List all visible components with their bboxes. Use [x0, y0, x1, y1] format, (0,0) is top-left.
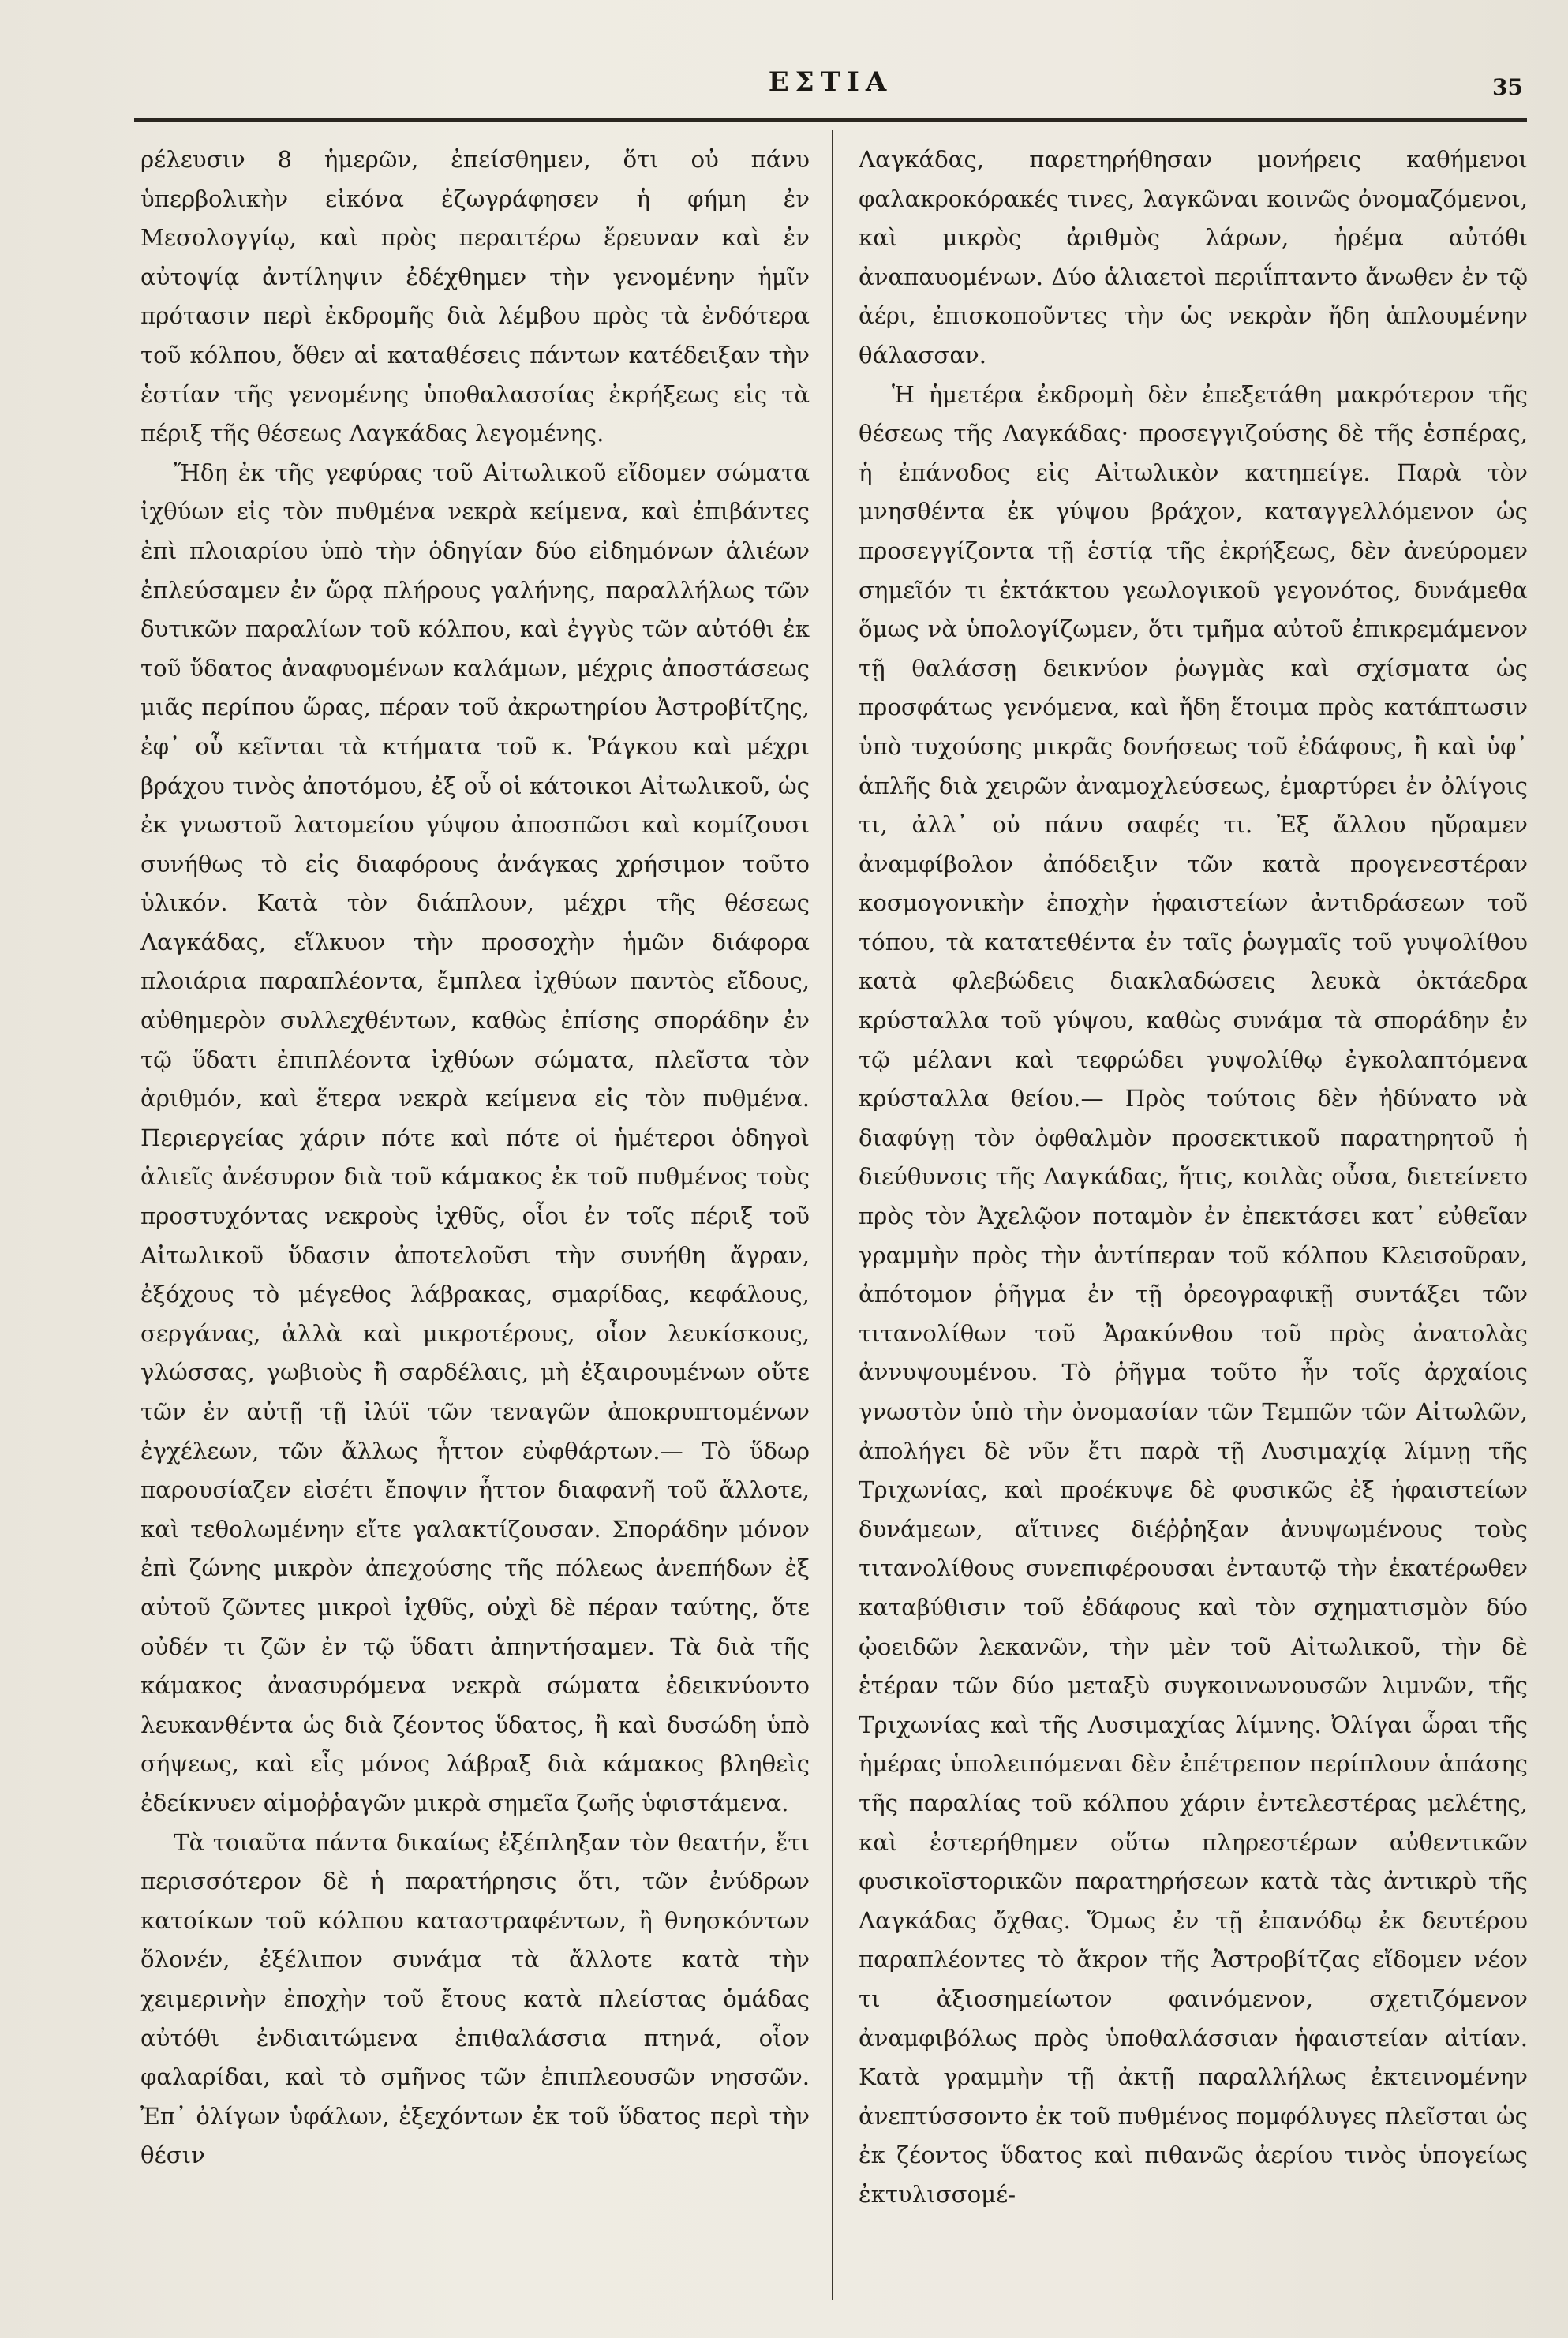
left-column [140, 140, 810, 2302]
header-rule [134, 118, 1527, 122]
paragraph: Τὰ τοιαῦτα πάντα δικαίως ἐξέπληξαν τὸν θεατήν, ἔτι περισσότερον δὲ ἡ παρατήρησις ὅτι, τῶν ἐνύδρων κατοίκων τοῦ κόλπου καταστραφέντων, ἢ θνησκόντων ὅλονέν, ἐξέλιπον συνάμα τὰ ἄλλοτε κατὰ τὴν χειμερινὴν ἐποχὴν τοῦ ἔτους κατὰ πλείστας ὁμάδας αὐτόθι ἐνδιαιτώμενα ἐπιθαλάσσια πτηνά, οἷον φαλαρίδαι, καὶ τὸ σμῆνος τῶν ἐπιπλεουσῶν νησσῶν. Ἐπ᾽ ὀλίγων ὑφάλων, ἐξεχόντων ἐκ τοῦ ὕδατος περὶ τὴν θέσιν [140, 1828, 810, 2169]
paragraph: ρέλευσιν 8 ἡμερῶν, ἐπείσθημεν, ὅτι οὐ πάνυ ὑπερβολικὴν εἰκόνα ἐζωγράφησεν ἡ φήμη ἐν Μεσολογγίῳ, καὶ πρὸς περαιτέρω ἔρευναν καὶ ἐν αὐτοψίᾳ ἀντίληψιν ἐδέχθημεν τὴν γενομένην ἡμῖν πρότασιν περὶ ἐκδρομῆς διὰ λέμβου πρὸς τὰ ἐνδότερα τοῦ κόλπου, ὅθεν αἱ καταθέσεις πάντων κατέδειξαν τὴν ἑστίαν τῆς γενομένης ὑποθαλασσίας ἐκρήξεως εἰς τὰ πέριξ τῆς θέσεως Λαγκάδας λεγομένης. [140, 146, 810, 447]
paragraph: Ἡ ἡμετέρα ἐκδρομὴ δὲν ἐπεξετάθη μακρότερον τῆς θέσεως τῆς Λαγκάδας· προσεγγιζούσης δὲ τῆς ἑσπέρας, ἡ ἐπάνοδος εἰς Αἰτωλικὸν κατηπείγε. Παρὰ τὸν μνησθέντα ἐκ γύψου βράχον, καταγγελλόμενον ὡς προσεγγίζοντα τῇ ἑστίᾳ τῆς ἐκρήξεως, δὲν ἀνεύρομεν σημεῖόν τι ἐκτάκτου γεωλογικοῦ γεγονότος, δυνάμεθα ὅμως νὰ ὑπολογίζωμεν, ὅτι τμῆμα αὐτοῦ ἐπικρεμάμενον τῇ θαλάσσῃ δεικνύον ῥωγμὰς καὶ σχίσματα ὡς προσφάτως γενόμενα, καὶ ἤδη ἕτοιμα πρὸς κατάπτωσιν ὑπὸ τυχούσης μικρᾶς δονήσεως τοῦ ἐδάφους, ἢ καὶ ὑφ᾽ ἁπλῆς διὰ χειρῶν ἀναμοχλεύσεως, ἐμαρτύρει ἐν ὀλίγοις τι, ἀλλ᾽ οὐ πάνυ σαφές τι. Ἐξ ἄλλου ηὕραμεν ἀναμφίβολον ἀπόδειξιν τῶν κατὰ προγενεστέραν κοσμογονικὴν ἐποχὴν ἡφαιστείων ἀντιδράσεων τοῦ τόπου, τὰ κατατεθέντα ἐν ταῖς ῥωγμαῖς τοῦ γυψολίθου κατὰ φλεβώδεις διακλαδώσεις λευκὰ ὀκτάεδρα κρύσταλλα τοῦ γύψου, καθὼς συνάμα τὰ σποράδην ἐν τῷ μέλανι καὶ τεφρώδει γυψολίθῳ ἐγκολαπτόμενα κρύσταλλα θείου.— Πρὸς τούτοις δὲν ἠδύνατο νὰ διαφύγῃ τὸν ὀφθαλμὸν προσεκτικοῦ παρατηρητοῦ ἡ διεύθυνσις τῆς Λαγκάδας, ἥτις, κοιλὰς οὖσα, διετείνετο πρὸς τὸν Ἀχελῷον ποταμὸν ἐν ἐπεκτάσει κατ᾽ εὐθεῖαν γραμμὴν πρὸς τὴν ἀντίπεραν τοῦ κόλπου Κλεισοῦραν, ἀπότομον ῥῆγμα ἐν τῇ ὀρεογραφικῇ συντάξει τῶν τιτανολίθων τοῦ Ἀρακύνθου τοῦ πρὸς ἀνατολὰς ἀννυψουμένου. Τὸ ῥῆγμα τοῦτο ἦν τοῖς ἀρχαίοις γνωστὸν ὑπὸ τὴν ὀνομασίαν τῶν Τεμπῶν τῶν Αἰτωλῶν, ἀπολήγει δὲ νῦν ἔτι παρὰ τῇ Λυσιμαχίᾳ λίμνῃ τῆς Τριχωνίας, καὶ προέκυψε δὲ φυσικῶς ἐξ ἡφαιστείων δυνάμεων, αἵτινες διέῤῥηξαν ἀνυψωμένους τοὺς τιτανολίθους συνεπιφέρουσαι ἐνταυτῷ τὴν ἑκατέρωθεν καταβύθισιν τοῦ ἐδάφους καὶ τὸν σχηματισμὸν δύο ᾠοειδῶν λεκανῶν, τὴν μὲν τοῦ Αἰτωλικοῦ, τὴν δὲ ἑτέραν τῶν δύο μεταξὺ συγκοινωνουσῶν λιμνῶν, τῆς Τριχωνίας καὶ τῆς Λυσιμαχίας λίμνης. Ὀλίγαι ὧραι τῆς ἡμέρας ὑπολειπόμεναι δὲν ἐπέτρεπον περίπλουν ἁπάσης τῆς παραλίας τοῦ κόλπου χάριν ἐντελεστέρας μελέτης, καὶ ἐστερήθημεν οὕτω πληρεστέρων αὐθεντικῶν φυσικοϊστορικῶν παρατηρήσεων κατὰ τὰς ἀντικρὺ τῆς Λαγκάδας ὄχθας. Ὅμως ἐν τῇ ἐπανόδῳ ἐκ δευτέρου παραπλέοντες τὸ ἄκρον τῆς Ἀστροβίτζας εἴδομεν νέον τι ἀξιοσημείωτον φαινόμενον, σχετιζόμενον ἀναμφιβόλως πρὸς ὑποθαλάσσιαν ἡφαιστείαν αἰτίαν. Κατὰ γραμμὴν τῇ ἀκτῇ παραλλήλως ἐκτεινομένην ἀνεπτύσσοντο ἐκ τοῦ πυθμένος πομφόλυγες πλεῖσται ὡς ἐκ ζέοντος ὕδατος καὶ πιθανῶς ἀερίου τινὸς ὑπογείως ἐκτυλισσομέ- [859, 380, 1528, 2208]
paragraph: Λαγκάδας, παρετηρήθησαν μονήρεις καθήμενοι φαλακροκόρακές τινες, λαγκῶναι κοινῶς ὀνομαζόμενοι, καὶ μικρὸς ἀριθμὸς λάρων, ἠρέμα αὐτόθι ἀναπαυομένων. Δύο ἁλιαετοὶ περιΐπταντο ἄνωθεν ἐν τῷ ἀέρι, ἐπισκοποῦντες τὴν ὡς νεκρὰν ἤδη ἁπλουμένην θάλασσαν. [859, 146, 1528, 368]
page-number: 35 [1492, 74, 1523, 100]
column-divider [832, 130, 833, 2300]
journal-title: ΕΣΤΙΑ [768, 66, 893, 98]
right-column [859, 140, 1528, 2302]
paragraph: Ἤδη ἐκ τῆς γεφύρας τοῦ Αἰτωλικοῦ εἴδομεν σώματα ἰχθύων εἰς τὸν πυθμένα νεκρὰ κείμενα, καὶ ἐπιβάντες ἐπὶ πλοιαρίου ὑπὸ τὴν ὁδηγίαν δύο εἰδημόνων ἁλιέων ἐπλεύσαμεν ἐν ὥρᾳ πλήρους γαλήνης, παραλλήλως τῶν δυτικῶν παραλίων τοῦ κόλπου, καὶ ἐγγὺς τῶν αὐτόθι ἐκ τοῦ ὕδατος ἀναφυομένων καλάμων, μέχρις ἀποστάσεως μιᾶς περίπου ὥρας, πέραν τοῦ ἀκρωτηρίου Ἀστροβίτζης, ἐφ᾽ οὗ κεῖνται τὰ κτήματα τοῦ κ. Ῥάγκου καὶ μέχρι βράχου τινὸς ἀποτόμου, ἐξ οὗ οἱ κάτοικοι Αἰτωλικοῦ, ὡς ἐκ γνωστοῦ λατομείου γύψου ἀποσπῶσι καὶ κομίζουσι συνήθως τὸ εἰς διαφόρους ἀνάγκας χρήσιμον τοῦτο ὑλικόν. Κατὰ τὸν διάπλουν, μέχρι τῆς θέσεως Λαγκάδας, εἵλκυον τὴν προσοχὴν ἡμῶν διάφορα πλοιάρια παραπλέοντα, ἔμπλεα ἰχθύων παντὸς εἴδους, αὐθημερὸν συλλεχθέντων, καθὼς ἐπίσης σποράδην ἐν τῷ ὕδατι ἐπιπλέοντα ἰχθύων σώματα, πλεῖστα τὸν ἀριθμόν, καὶ ἕτερα νεκρὰ κείμενα εἰς τὸν πυθμένα. Περιεργείας χάριν πότε καὶ πότε οἱ ἡμέτεροι ὁδηγοὶ ἁλιεῖς ἀνέσυρον διὰ τοῦ κάμακος ἐκ τοῦ πυθμένος τοὺς προστυχόντας νεκροὺς ἰχθῦς, οἷοι ἐν τοῖς πέριξ τοῦ Αἰτωλικοῦ ὕδασιν ἀποτελοῦσι τὴν συνήθη ἄγραν, ἐξόχους τὸ μέγεθος λάβρακας, σμαρίδας, κεφάλους, σεργάνας, ἀλλὰ καὶ μικροτέρους, οἷον λευκίσκους, γλώσσας, γωβιοὺς ἢ σαρδέλαις, μὴ ἐξαιρουμένων οὔτε τῶν ἐν αὐτῇ τῇ ἰλύϊ τῶν τεναγῶν ἀποκρυπτομένων ἐγχέλεων, τῶν ἄλλως ἧττον εὐφθάρτων.— Τὸ ὕδωρ παρουσίαζεν εἰσέτι ἔποψιν ἧττον διαφανῆ τοῦ ἄλλοτε, καὶ τεθολωμένην εἴτε γαλακτίζουσαν. Σποράδην μόνον ἐπὶ ζώνης μικρὸν ἀπεχούσης τῆς πόλεως ἀνεπήδων ἐξ αὐτοῦ ζῶντες μικροὶ ἰχθῦς, οὐχὶ δὲ πέραν ταύτης, ὅτε οὐδέν τι ζῶν ἐν τῷ ὕδατι ἀπηντήσαμεν. Τὰ διὰ τῆς κάμακος ἀνασυρόμενα νεκρὰ σώματα ἐδεικνύοντο λευκανθέντα ὡς διὰ ζέοντος ὕδατος, ἢ καὶ δυσώδη ὑπὸ σήψεως, καὶ εἷς μόνος λάβραξ διὰ κάμακος βληθεὶς ἐδείκνυεν αἱμοῤῥαγῶν μικρὰ σημεῖα ζωῆς ὑφιστάμενα. [140, 458, 810, 1816]
running-head [138, 62, 1523, 103]
